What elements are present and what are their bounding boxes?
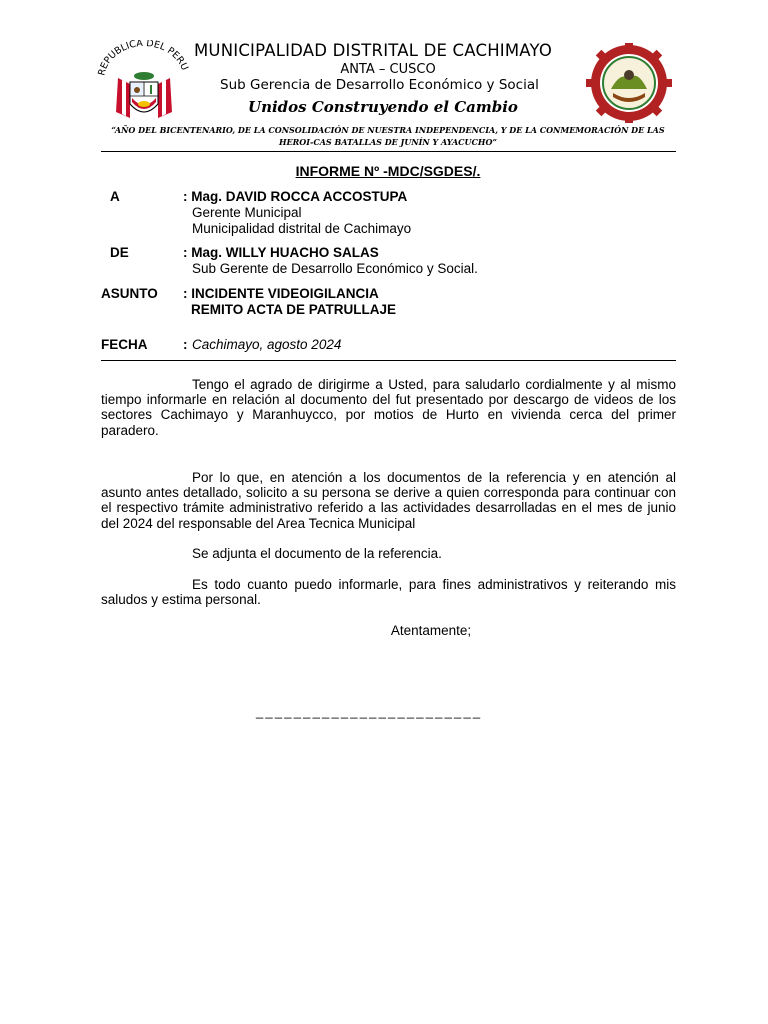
header-divider (101, 151, 676, 152)
subgerencia-name: Sub Gerencia de Desarrollo Económico y Social (220, 77, 539, 93)
closing-text: Atentamente; (390, 623, 472, 638)
field-de-name: : Mag. WILLY HUACHO SALAS (183, 245, 379, 260)
institution-motto: Unidos Construyendo el Cambio (248, 98, 518, 116)
body-paragraph-2: Por lo que, en atención a los documentos de la referencia y en atención al asunto antes detallado, solicito a su persona se derive a quien corresponda para continuar con el respectivo trámite administrativo referido a las actividades desarrolladas en el mes de junio del 2024 del responsable del Area Tecnica Municipal (101, 470, 676, 531)
year-motto: “AÑO DEL BICENTENARIO, DE LA CONSOLIDACIÓN DE NUESTRA INDEPENDENCIA, Y DE LA CONMEMORACIÓN DE LAS HEROI-CAS BATALLAS DE JUNÍN Y AYACUCHO” (111, 125, 665, 147)
body-paragraph-3: Se adjunta el documento de la referencia. (192, 546, 442, 561)
body-paragraph-1: Tengo el agrado de dirigirme a Usted, para saludarlo cordialmente y al mismo tiempo informarle en relación al documento del fut presentado por descargo de videos de los sectores Cachimayo y Maranhuycco, por motios de Hurto en vivienda cerca del primer paradero. (101, 377, 676, 438)
institution-name: MUNICIPALIDAD DISTRITAL DE CACHIMAYO (194, 41, 553, 60)
field-a-name: : Mag. DAVID ROCCA ACCOSTUPA (183, 189, 408, 204)
informe-title: INFORME Nº -MDC/SGDES/. (295, 163, 481, 179)
emblem-arc-text: REPUBLICA DEL PERU (96, 40, 191, 77)
field-de-label: DE (110, 245, 129, 260)
institution-location: ANTA – CUSCO (340, 62, 436, 77)
field-fecha-label: FECHA (101, 337, 148, 352)
field-asunto-line1: : INCIDENTE VIDEOIGILANCIA (183, 286, 379, 301)
field-a-label: A (110, 189, 120, 204)
field-de-position: Sub Gerente de Desarrollo Económico y Social. (192, 261, 478, 276)
field-a-position: Gerente Municipal (192, 205, 302, 220)
field-fecha-value: Cachimayo, agosto 2024 (192, 337, 342, 352)
fields-divider (101, 360, 676, 361)
signature-line: ________________________ (256, 704, 483, 719)
body-paragraph-4: Es todo cuanto puedo informarle, para fines administrativos y reiterando mis saludos y estima personal. (101, 577, 676, 608)
field-asunto-line2: REMITO ACTA DE PATRULLAJE (191, 302, 396, 317)
field-asunto-label: ASUNTO (101, 286, 158, 301)
field-a-entity: Municipalidad distrital de Cachimayo (192, 221, 412, 236)
field-fecha-colon: : (183, 337, 188, 352)
municipality-seal-logo (583, 43, 675, 123)
peru-coat-of-arms-logo (96, 40, 192, 124)
